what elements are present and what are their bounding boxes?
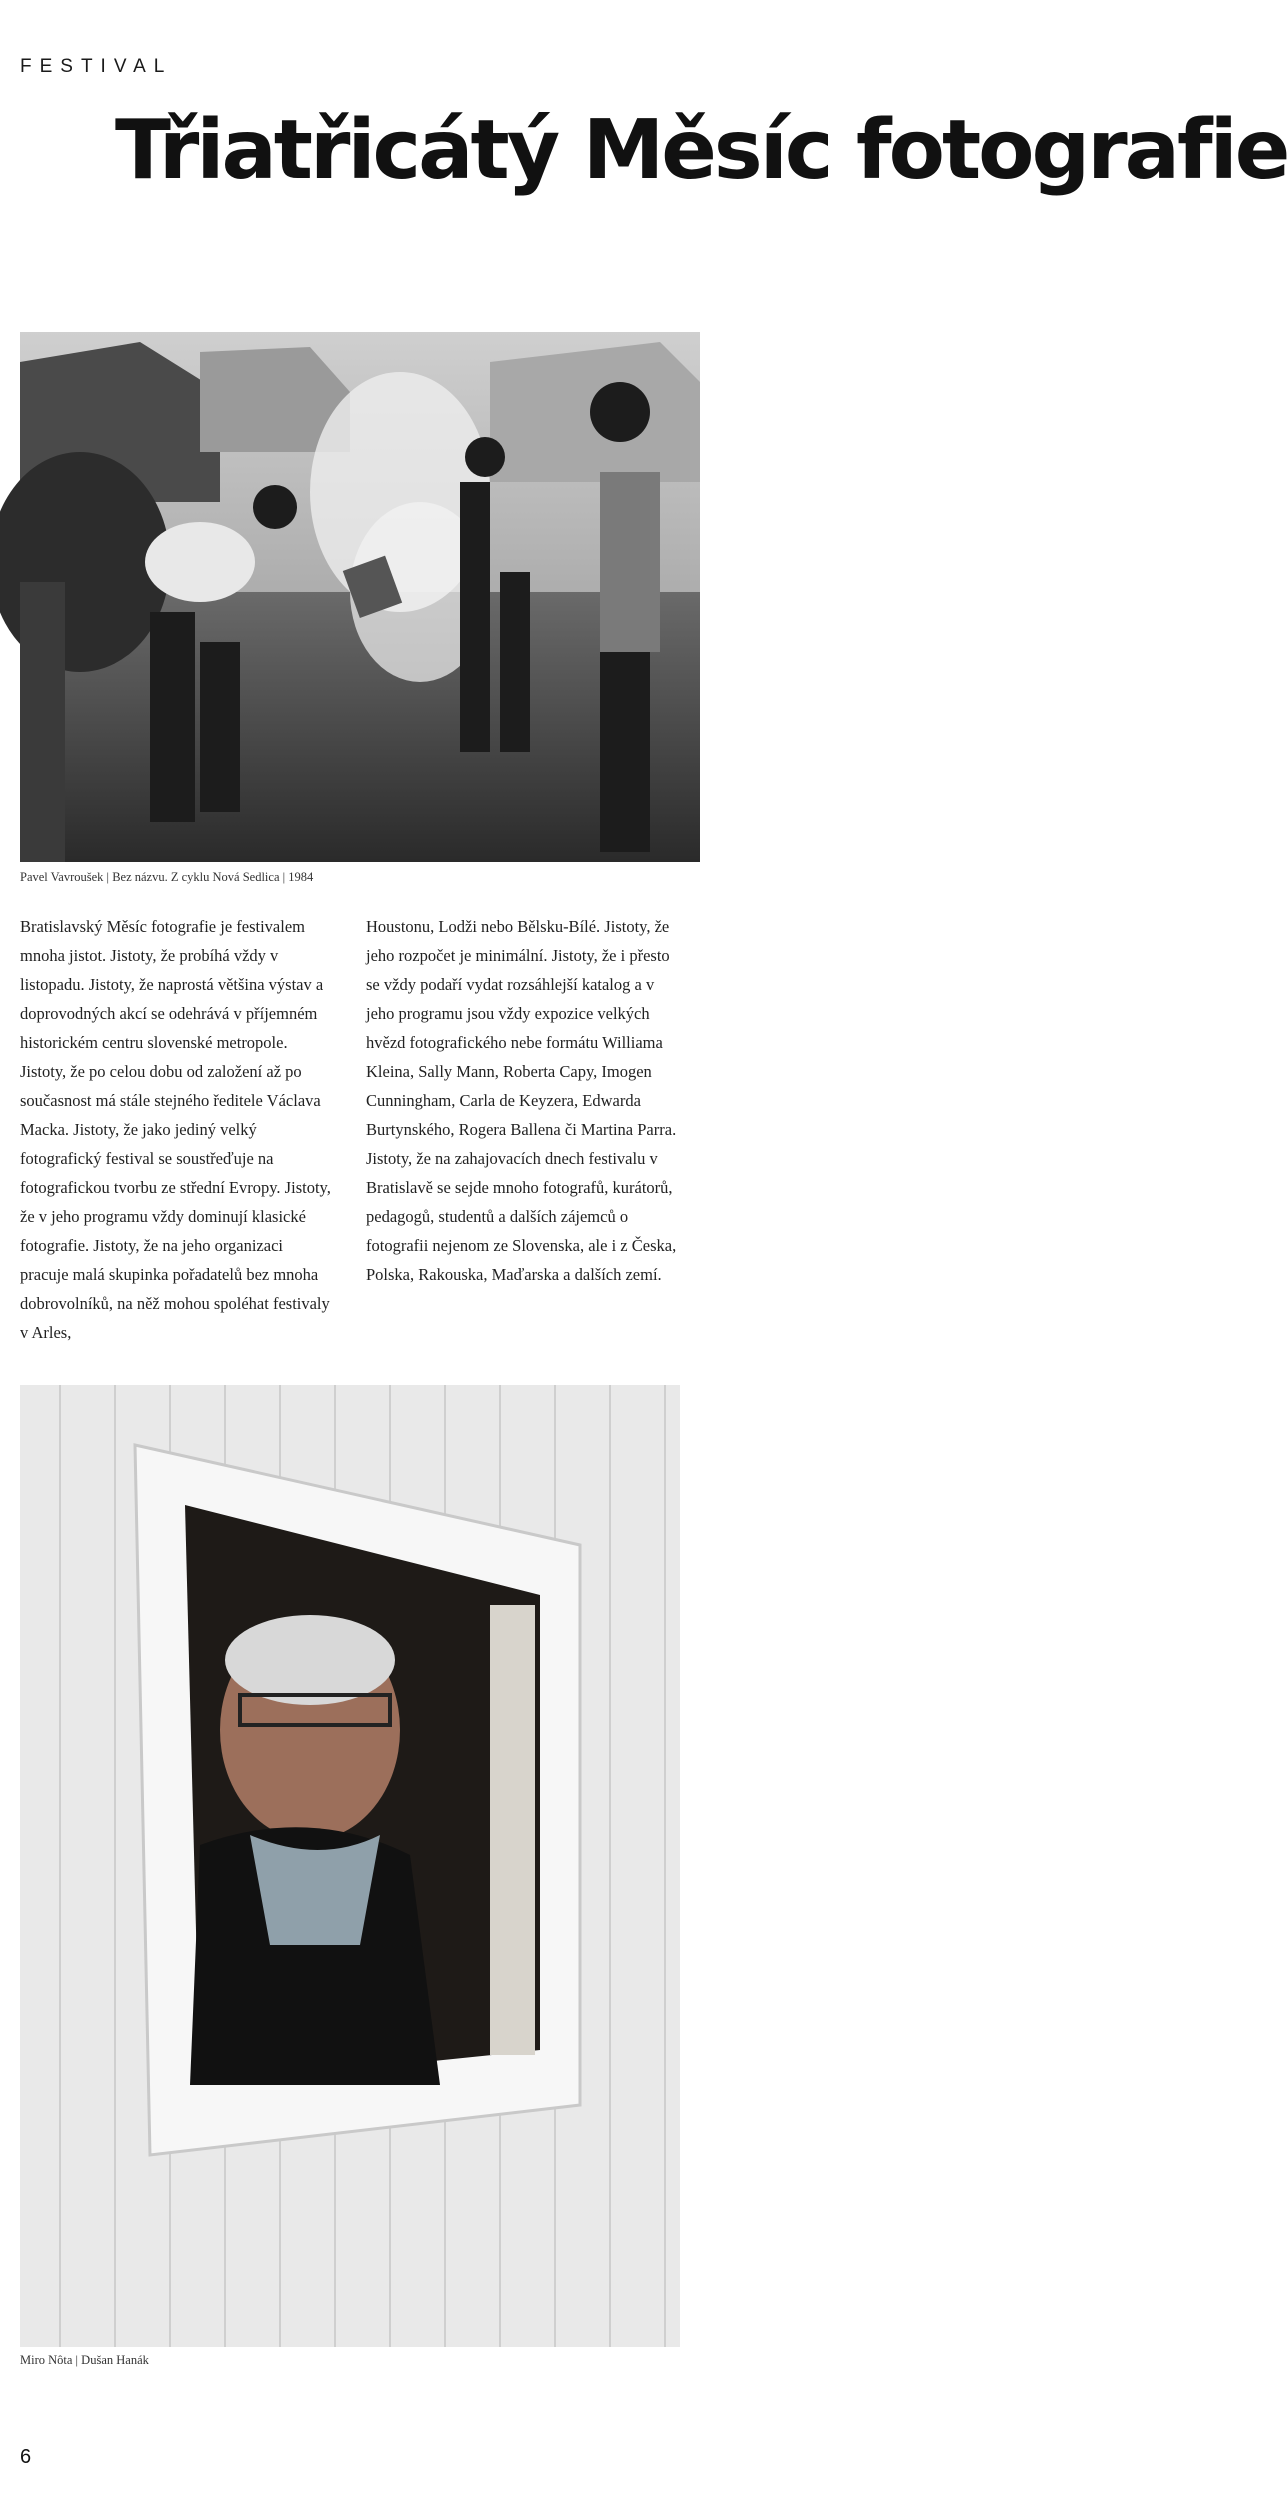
column-right-text: Houstonu, Lodži nebo Bělsku-Bílé. Jistoty, že jeho rozpočet je minimální. Jistoty, že i přesto se vždy podaří vydat rozsáhlejší katalog a v jeho programu jsou vždy expozice velkých hvězd fotografického nebe formátu Williama Kleina, Sally Mann, Roberta Capy, Imogen Cunningham, Carla de Keyzera, Edwarda Burtynského, Rogera Ballena či Martina Parra. Jistoty, že na zahajovacích dnech festivalu v Bratislavě se sejde mnoho fotografů, kurátorů, pedagogů, studentů a dalších zájemců o fotografii nejenom ze Slovenska, ale i z Česka, Polska, Rakouska, Maďarska a dalších zemí.	[366, 917, 677, 1284]
photo-portrait-window	[20, 1385, 680, 2347]
article-title: Třiatřicátý Měsíc fotografie	[115, 103, 1287, 198]
photo-village-illustration	[20, 332, 700, 862]
column-left-text: Bratislavský Měsíc fotografie je festivalem mnoha jistot. Jistoty, že probíhá vždy v listopadu. Jistoty, že naprostá většina výstav a doprovodných akcí se odehrává v příjemném historickém centru slovenské metropole. Jistoty, že po celou dobu od založení až po současnost má stále stejného ředitele Václava Macka. Jistoty, že jako jediný velký fotografický festival se soustřeďuje na fotografickou tvorbu ze střední Evropy. Jistoty, že v jeho programu vždy dominují klasické fotografie. Jistoty, že na jeho organizaci pracuje malá skupinka pořadatelů bez mnoha dobrovolníků, na něž mohou spoléhat festivaly v Arles,	[20, 917, 331, 1342]
page-number: 6	[20, 2446, 32, 2468]
photo-bottom-caption: Miro Nôta | Dušan Hanák	[20, 2353, 149, 2367]
photo-village-water-fight	[20, 332, 700, 862]
section-label: FESTIVAL	[20, 56, 173, 77]
article-column-right	[366, 912, 681, 1289]
photo-top-caption: Pavel Vavroušek | Bez názvu. Z cyklu Nová Sedlica | 1984	[20, 870, 314, 884]
photo-portrait-illustration	[20, 1385, 680, 2347]
article-column-left	[20, 912, 335, 1347]
